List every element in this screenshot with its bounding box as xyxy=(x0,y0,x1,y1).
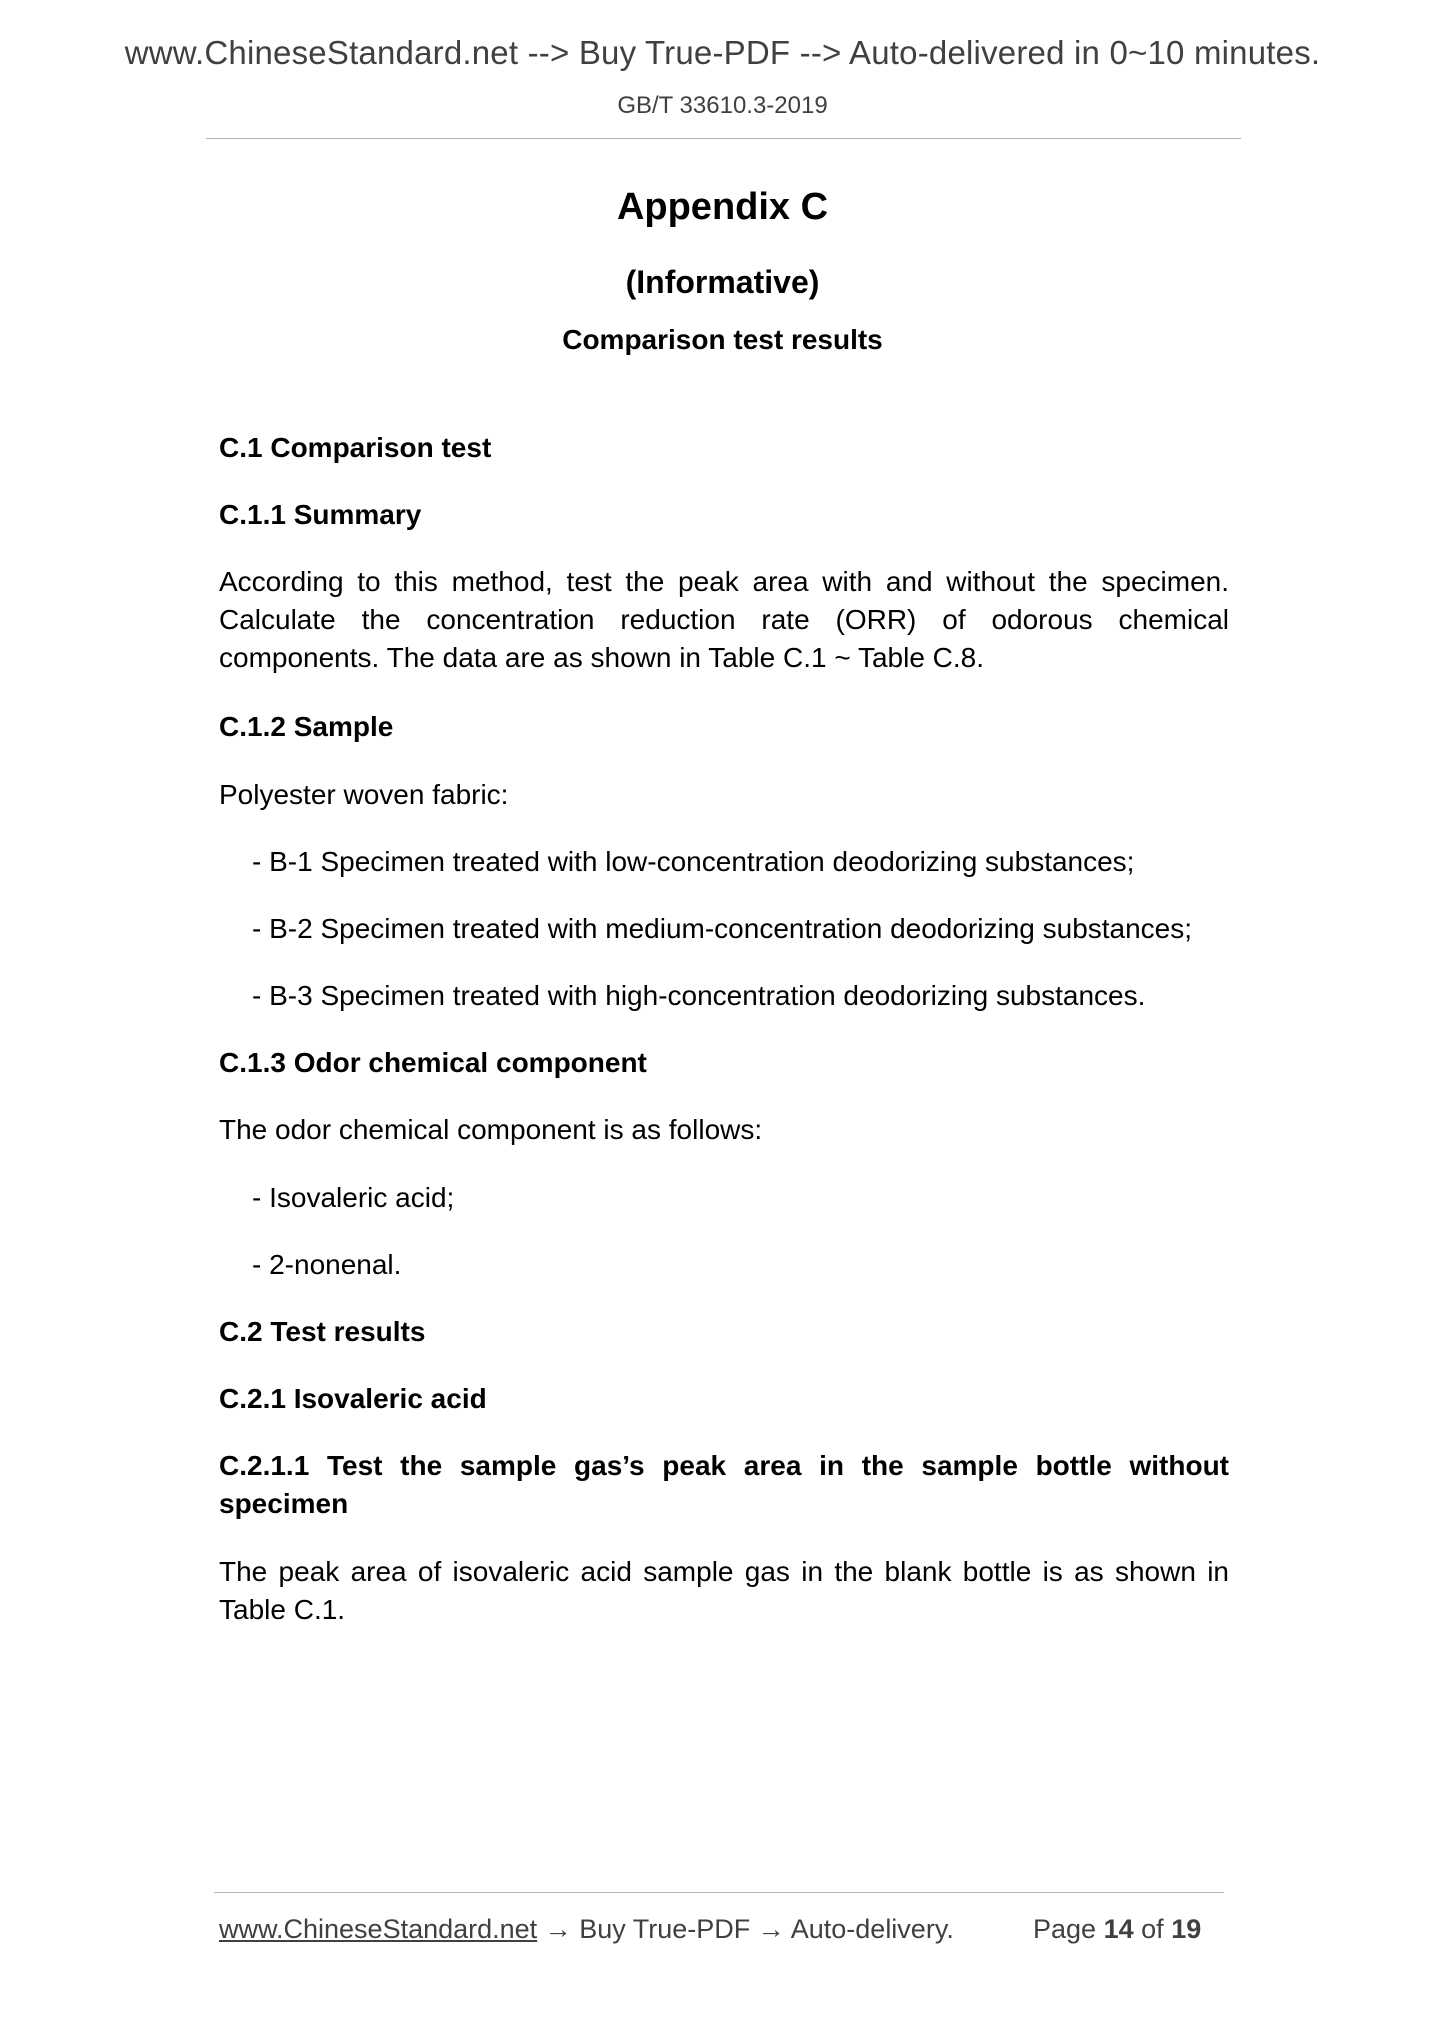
footer-divider xyxy=(214,1892,1224,1893)
footer-left xyxy=(219,1914,954,1945)
top-banner: www.ChineseStandard.net --> Buy True-PDF --> Auto-delivered in 0~10 minutes. xyxy=(124,34,1321,71)
footer-site-link[interactable]: www.ChineseStandard.net xyxy=(219,1914,538,1944)
heading-c1-3: C.1.3 Odor chemical component xyxy=(219,1047,647,1078)
heading-c1-2: C.1.2 Sample xyxy=(219,711,394,742)
list-item-b3: - B-3 Specimen treated with high-concentration deodorizing substances. xyxy=(252,980,1146,1011)
paragraph-sample: Polyester woven fabric: xyxy=(219,779,509,810)
appendix-title: Appendix C xyxy=(616,186,829,228)
page-of-label: of xyxy=(1141,1914,1164,1944)
heading-c2-1-1: C.2.1.1 Test the sample gas’s peak area in the sample bottle without specimen xyxy=(219,1450,1229,1519)
paragraph-summary: According to this method, test the peak area with and without the specimen. Calculate the concentration reduction rate (ORR) of odorous chemical components. The data are as shown in Table C.1 ~ Table C.8. xyxy=(219,566,1229,673)
list-item-b1: - B-1 Specimen treated with low-concentration deodorizing substances; xyxy=(252,846,1135,877)
standard-code: GB/T 33610.3-2019 xyxy=(617,92,828,119)
header-divider xyxy=(206,138,1241,139)
heading-c2: C.2 Test results xyxy=(219,1316,426,1347)
page-current: 14 xyxy=(1103,1914,1134,1944)
heading-c1-1: C.1.1 Summary xyxy=(219,499,422,530)
heading-c1: C.1 Comparison test xyxy=(219,432,492,463)
list-item-isovaleric: - Isovaleric acid; xyxy=(252,1182,455,1213)
page-label: Page xyxy=(1033,1914,1097,1944)
page-number xyxy=(1033,1914,1201,1945)
paragraph-peak-area: The peak area of isovaleric acid sample gas in the blank bottle is as shown in Table C.1. xyxy=(219,1556,1229,1625)
footer-tagline: → Buy True-PDF → Auto-delivery. xyxy=(537,1914,954,1944)
list-item-nonenal: - 2-nonenal. xyxy=(252,1249,402,1280)
list-item-b2: - B-2 Specimen treated with medium-concentration deodorizing substances; xyxy=(252,913,1193,944)
page-total: 19 xyxy=(1171,1914,1202,1944)
paragraph-odor: The odor chemical component is as follows: xyxy=(219,1114,763,1145)
appendix-name: Comparison test results xyxy=(562,324,883,355)
appendix-type: (Informative) xyxy=(625,264,820,300)
heading-c2-1: C.2.1 Isovaleric acid xyxy=(219,1383,487,1414)
